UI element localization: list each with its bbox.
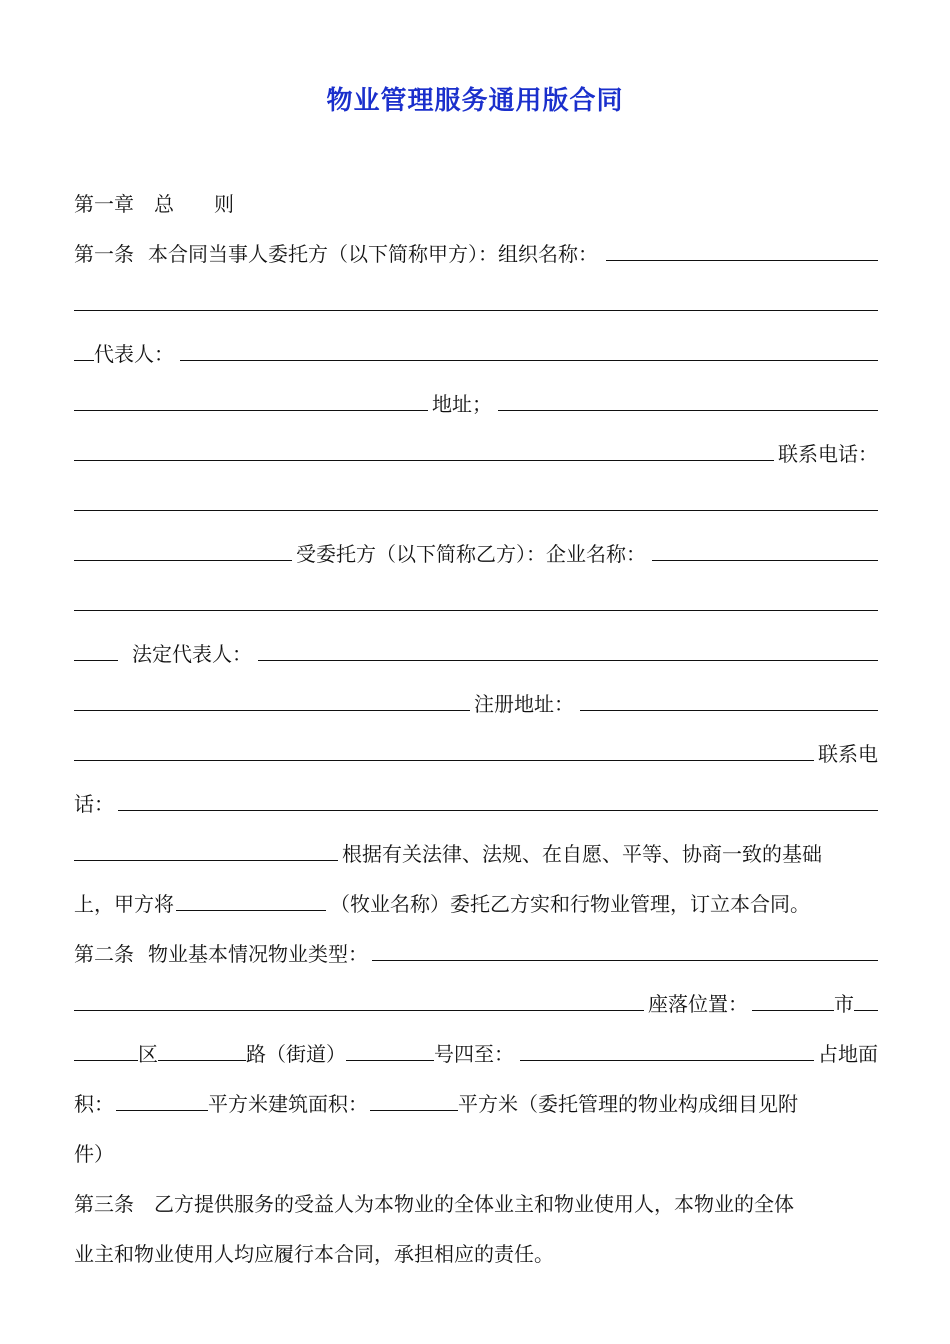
road-label: 路（街道） — [246, 1042, 346, 1066]
party-b-line — [74, 532, 878, 566]
land-area-blank — [116, 1108, 208, 1111]
phone-b-line-1 — [74, 732, 878, 766]
district-blank — [74, 1058, 138, 1061]
phone-b-blank — [118, 808, 878, 811]
address-label: 地址； — [432, 392, 492, 416]
article-2-text: 物业基本情况物业类型： — [148, 942, 368, 966]
road-blank — [158, 1058, 246, 1061]
district-prefix-blank — [854, 1008, 878, 1011]
company-name-blank-cont — [74, 608, 878, 611]
reg-address-prefix-blank — [74, 708, 470, 711]
blank-line-2 — [74, 482, 878, 516]
number-bounds-label: 号四至： — [434, 1042, 514, 1066]
representative-blank — [180, 358, 878, 361]
basis-text-part2a: 上，甲方将 — [74, 892, 174, 916]
chapter-heading: 第一章 总 则 — [74, 192, 234, 216]
phone-b-line-2 — [74, 782, 878, 816]
district-label: 区 — [138, 1042, 158, 1066]
article-2-line — [74, 932, 878, 966]
basis-text-part2b: （牧业名称）委托乙方实和行物业管理，订立本合同。 — [330, 892, 810, 916]
party-b-intro: 受委托方（以下简称乙方）：企业名称： — [296, 542, 646, 566]
rep-prefix-blank — [74, 358, 94, 361]
legal-rep-blank — [258, 658, 878, 661]
org-name-blank — [606, 258, 878, 261]
property-type-blank — [372, 958, 878, 961]
party-b-prefix-blank — [74, 558, 292, 561]
land-area-label-part2: 积： — [74, 1092, 114, 1116]
land-area-label-part1: 占地面 — [818, 1042, 878, 1066]
article-1-line-1 — [74, 232, 878, 266]
sqm-build-label: 平方米建筑面积： — [208, 1092, 368, 1116]
company-name-blank — [652, 558, 878, 561]
phone-prefix-blank — [74, 458, 774, 461]
phone-line — [74, 432, 878, 466]
phone-label: 联系电话： — [778, 442, 878, 466]
article-2-label: 第二条 — [74, 942, 134, 966]
phone-blank — [74, 508, 878, 511]
number-blank — [346, 1058, 434, 1061]
address-blank — [498, 408, 878, 411]
chapter-heading-line — [74, 182, 878, 216]
attachment-line — [74, 1132, 878, 1166]
article-1-label: 第一条 — [74, 242, 134, 266]
district-line — [74, 1032, 878, 1066]
representative-label: 代表人： — [94, 342, 174, 366]
article-1-intro: 本合同当事人委托方（以下简称甲方）：组织名称： — [148, 242, 598, 266]
document-title: 物业管理服务通用版合同 — [326, 86, 624, 116]
legal-rep-line — [74, 632, 878, 666]
basis-line-1 — [74, 832, 878, 866]
location-line — [74, 982, 878, 1016]
bounds-blank — [520, 1058, 814, 1061]
sqm-detail-label: 平方米（委托管理的物业构成细目见附 — [458, 1092, 798, 1116]
article-3-text-2: 业主和物业使用人均应履行本合同，承担相应的责任。 — [74, 1242, 554, 1266]
building-area-blank — [370, 1108, 458, 1111]
org-name-blank-cont — [74, 308, 878, 311]
basis-line-2 — [74, 882, 878, 916]
area-line — [74, 1082, 878, 1116]
representative-line — [74, 332, 878, 366]
attachment-end: 件） — [74, 1142, 114, 1166]
reg-address-label: 注册地址： — [474, 692, 574, 716]
basis-text-part1: 根据有关法律、法规、在自愿、平等、协商一致的基础 — [342, 842, 822, 866]
property-name-blank — [176, 908, 326, 911]
reg-address-line — [74, 682, 878, 716]
phone-b-label-part2: 话： — [74, 792, 114, 816]
address-prefix-blank — [74, 408, 428, 411]
reg-address-blank — [580, 708, 878, 711]
article-3-line-1 — [74, 1182, 878, 1216]
blank-line-3 — [74, 582, 878, 616]
address-line — [74, 382, 878, 416]
blank-line-1 — [74, 282, 878, 316]
article-3-line-2 — [74, 1232, 878, 1266]
city-blank — [752, 1008, 834, 1011]
legal-rep-label: 法定代表人： — [132, 642, 252, 666]
basis-prefix-blank — [74, 858, 338, 861]
article-3-text-1: 第三条 乙方提供服务的受益人为本物业的全体业主和物业使用人，本物业的全体 — [74, 1192, 794, 1216]
location-prefix-blank — [74, 1008, 644, 1011]
legal-rep-prefix-blank — [74, 658, 118, 661]
phone-b-prefix-blank — [74, 758, 814, 761]
city-label: 市 — [834, 992, 854, 1016]
location-label: 座落位置： — [648, 992, 748, 1016]
phone-b-label-part1: 联系电 — [818, 742, 878, 766]
